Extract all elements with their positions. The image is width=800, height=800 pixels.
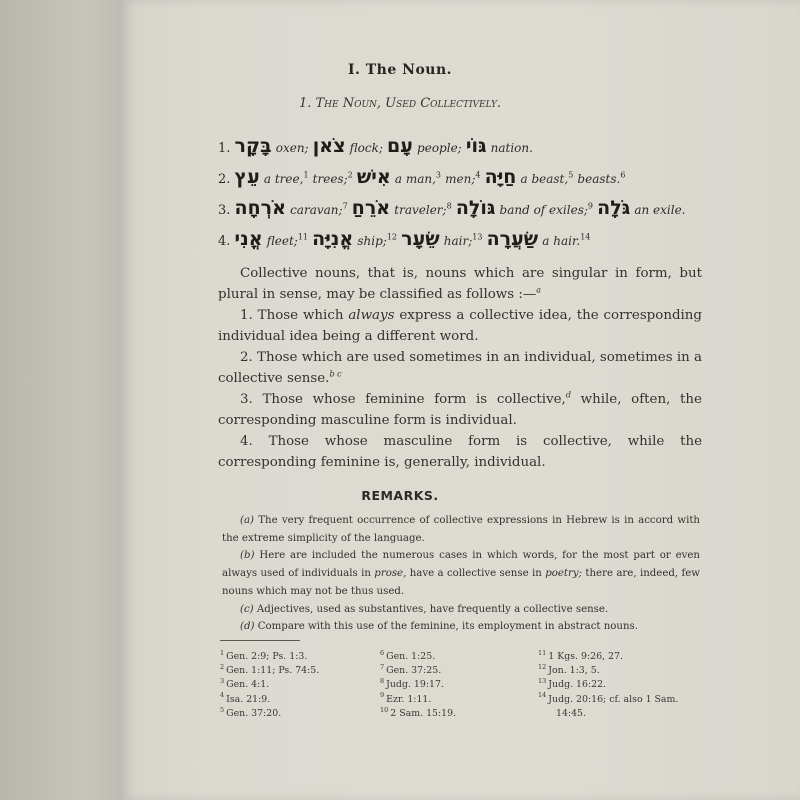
section-number: 1. — [298, 96, 312, 111]
footnote-number: 7 — [380, 663, 385, 672]
hebrew-list-row — [218, 163, 708, 194]
class-3-paragraph: 3. Those whose feminine form is collective,$^d$ while, often, the corresponding masculine form is individual. — [218, 390, 702, 428]
english-gloss: a hair. — [542, 234, 581, 248]
hebrew-examples-list — [218, 132, 708, 256]
hebrew-word: בָּקָר — [234, 135, 272, 157]
hebrew-word: שַׂעֲרָה — [486, 228, 539, 250]
footnote-text: Gen. 4:1. — [226, 679, 270, 691]
footnote-ref: 5 — [568, 170, 574, 180]
remark-b: (b) Here are included the numerous cases in which words, for the most part or even always used of individuals in prose, have a collective sense in poetry; there are, indeed, few nouns which may not be thus used. — [222, 550, 700, 597]
row-number: 4. — [218, 234, 231, 249]
hebrew-word: שֵׂעָר — [401, 228, 440, 250]
hebrew-word: גּוֹי — [465, 135, 487, 157]
footnote-entry — [380, 678, 456, 692]
footnote-ref: 4 — [475, 170, 481, 180]
hebrew-word: אֳנִי — [234, 228, 263, 250]
section-title-text: The Noun, Used Collectively. — [315, 96, 502, 111]
footnote-number: 2 — [220, 663, 225, 672]
footnote-text: Gen. 1:25. — [386, 651, 436, 662]
footnote-entry — [220, 707, 319, 721]
remark-d: (d) Compare with this use of the feminine, its employment in abstract nouns. — [240, 621, 639, 633]
footnote-entry — [538, 707, 678, 721]
footnote-text: Gen. 1:11; Ps. 74:5. — [226, 665, 320, 677]
footnote-column-1 — [220, 650, 319, 721]
footnote-number: 10 — [380, 705, 389, 714]
footnote-ref: 7 — [342, 201, 348, 211]
footnote-ref: 8 — [446, 201, 452, 211]
english-gloss: caravan; — [290, 203, 343, 217]
section-title — [0, 96, 800, 111]
footnote-text: Judg. 19:17. — [386, 679, 444, 691]
footnote-entry — [220, 678, 319, 692]
footnote-text: Gen. 2:9; Ps. 1:3. — [226, 651, 308, 662]
english-gloss: traveler; — [394, 203, 447, 217]
footnote-ref: b c — [329, 369, 342, 379]
english-gloss: a tree, — [263, 172, 304, 186]
footnote-number: 11 — [538, 648, 547, 657]
english-gloss: trees; — [312, 172, 348, 186]
footnote-ref: 1 — [303, 170, 309, 180]
footnote-ref: a — [536, 285, 542, 295]
footnote-number: 4 — [220, 691, 225, 700]
footnote-ref: 2 — [347, 170, 353, 180]
row-number: 1. — [218, 141, 231, 156]
footnote-entry — [380, 664, 456, 678]
footnote-number: 13 — [538, 677, 547, 686]
english-gloss: men; — [445, 172, 476, 186]
hebrew-list-row — [218, 225, 708, 256]
footnote-entry — [220, 650, 319, 664]
english-gloss: a man, — [394, 172, 436, 186]
footnote-entry — [220, 693, 319, 707]
intro-paragraph: Collective nouns, that is, nouns which are singular in form, but plural in sense, may be classified as follows :—$^a$ — [218, 266, 702, 302]
class-1-paragraph: 1. Those which always express a collective idea, the corresponding individual idea being a different word. — [218, 308, 702, 344]
footnote-entry — [380, 650, 456, 664]
footnote-text: Gen. 37:20. — [226, 707, 282, 719]
hebrew-word: עֵץ — [234, 166, 260, 188]
english-gloss: beasts. — [577, 172, 621, 186]
remark-c: (c) Adjectives, used as substantives, have frequently a collective sense. — [240, 603, 609, 615]
footnote-ref: 11 — [297, 232, 308, 242]
english-gloss: flock; — [349, 141, 383, 155]
hebrew-list-row — [218, 194, 708, 225]
footnote-ref: 14 — [580, 232, 591, 242]
footnote-ref: 3 — [435, 170, 441, 180]
footnote-number: 8 — [380, 677, 385, 686]
footnote-number: 14 — [538, 691, 547, 700]
english-gloss: an exile. — [634, 203, 686, 217]
footnote-entry — [538, 678, 678, 692]
english-gloss: hair; — [443, 234, 473, 248]
hebrew-word: גֹּלָה — [597, 197, 631, 219]
body-text — [218, 263, 702, 473]
hebrew-word: אֹרְחָה — [234, 197, 286, 219]
hebrew-word: אֹרֵחַ — [351, 197, 391, 219]
hebrew-word: עָם — [387, 135, 413, 157]
english-gloss: a beast, — [520, 172, 569, 186]
footnote-number: 9 — [380, 691, 385, 700]
english-gloss: band of exiles; — [499, 203, 588, 217]
footnote-entry — [538, 693, 678, 707]
footnote-ref: 6 — [620, 170, 626, 180]
remark-a: (a) The very frequent occurrence of collective expressions in Hebrew is in accord with the extreme simplicity of the language. — [222, 515, 700, 544]
footnote-text: Ezr. 1:11. — [386, 693, 432, 705]
footnote-text: 14:45. — [556, 707, 586, 719]
footnote-ref: 12 — [386, 232, 398, 242]
footnote-text: Judg. 20:16; cf. also 1 Sam. — [548, 693, 679, 705]
footnote-column-3 — [538, 650, 678, 721]
footnote-text: Judg. 16:22. — [548, 679, 607, 691]
class-4-paragraph: 4. Those whose masculine form is collective, while the corresponding feminine is, generally, individual. — [218, 434, 702, 470]
english-gloss: people; — [417, 141, 462, 155]
row-number: 3. — [218, 203, 231, 218]
hebrew-word: גּוֹלָה — [455, 197, 496, 219]
remarks-section — [222, 512, 700, 636]
footnote-column-2 — [380, 650, 456, 721]
footnote-text: Gen. 37:25. — [386, 665, 442, 677]
footnote-number: 6 — [380, 648, 385, 657]
english-gloss: ship; — [357, 234, 387, 248]
english-gloss: oxen; — [275, 141, 309, 155]
english-gloss: fleet; — [266, 234, 298, 248]
footnote-text: Jon. 1:3, 5. — [548, 665, 600, 677]
remarks-heading: REMARKS. — [361, 488, 439, 503]
footnote-ref: 13 — [472, 232, 483, 242]
footnote-text: 2 Sam. 15:19. — [390, 707, 457, 719]
footnote-entry — [380, 707, 456, 721]
hebrew-word: אִישׁ — [356, 166, 391, 188]
class-2-paragraph: 2. Those which are used sometimes in an individual, sometimes in a collective sense.$^{b c}$ — [218, 350, 702, 386]
footnote-ref: 9 — [587, 201, 593, 211]
hebrew-word: אֳנִיָּה — [312, 228, 354, 250]
footnote-entry — [538, 664, 678, 678]
footnote-number: 3 — [220, 677, 225, 686]
hebrew-word: חַיָּה — [484, 166, 517, 188]
chapter-title: I. The Noun. — [347, 62, 453, 78]
hebrew-word: צֹאן — [312, 135, 346, 157]
footnote-ref: d — [565, 390, 571, 400]
footnote-entry — [380, 693, 456, 707]
footnote-number: 1 — [220, 648, 225, 657]
footnote-text: 1 Kgs. 9:26, 27. — [548, 651, 623, 662]
footnote-divider — [220, 640, 300, 641]
english-gloss: nation. — [490, 141, 533, 155]
facing-page-edge — [0, 0, 122, 800]
row-number: 2. — [218, 172, 231, 187]
footnote-entry — [220, 664, 319, 678]
footnote-text: Isa. 21:9. — [226, 693, 271, 705]
footnote-number: 12 — [538, 663, 547, 672]
footnote-entry — [538, 650, 678, 664]
footnote-number: 5 — [220, 705, 225, 714]
hebrew-list-row — [218, 132, 708, 163]
